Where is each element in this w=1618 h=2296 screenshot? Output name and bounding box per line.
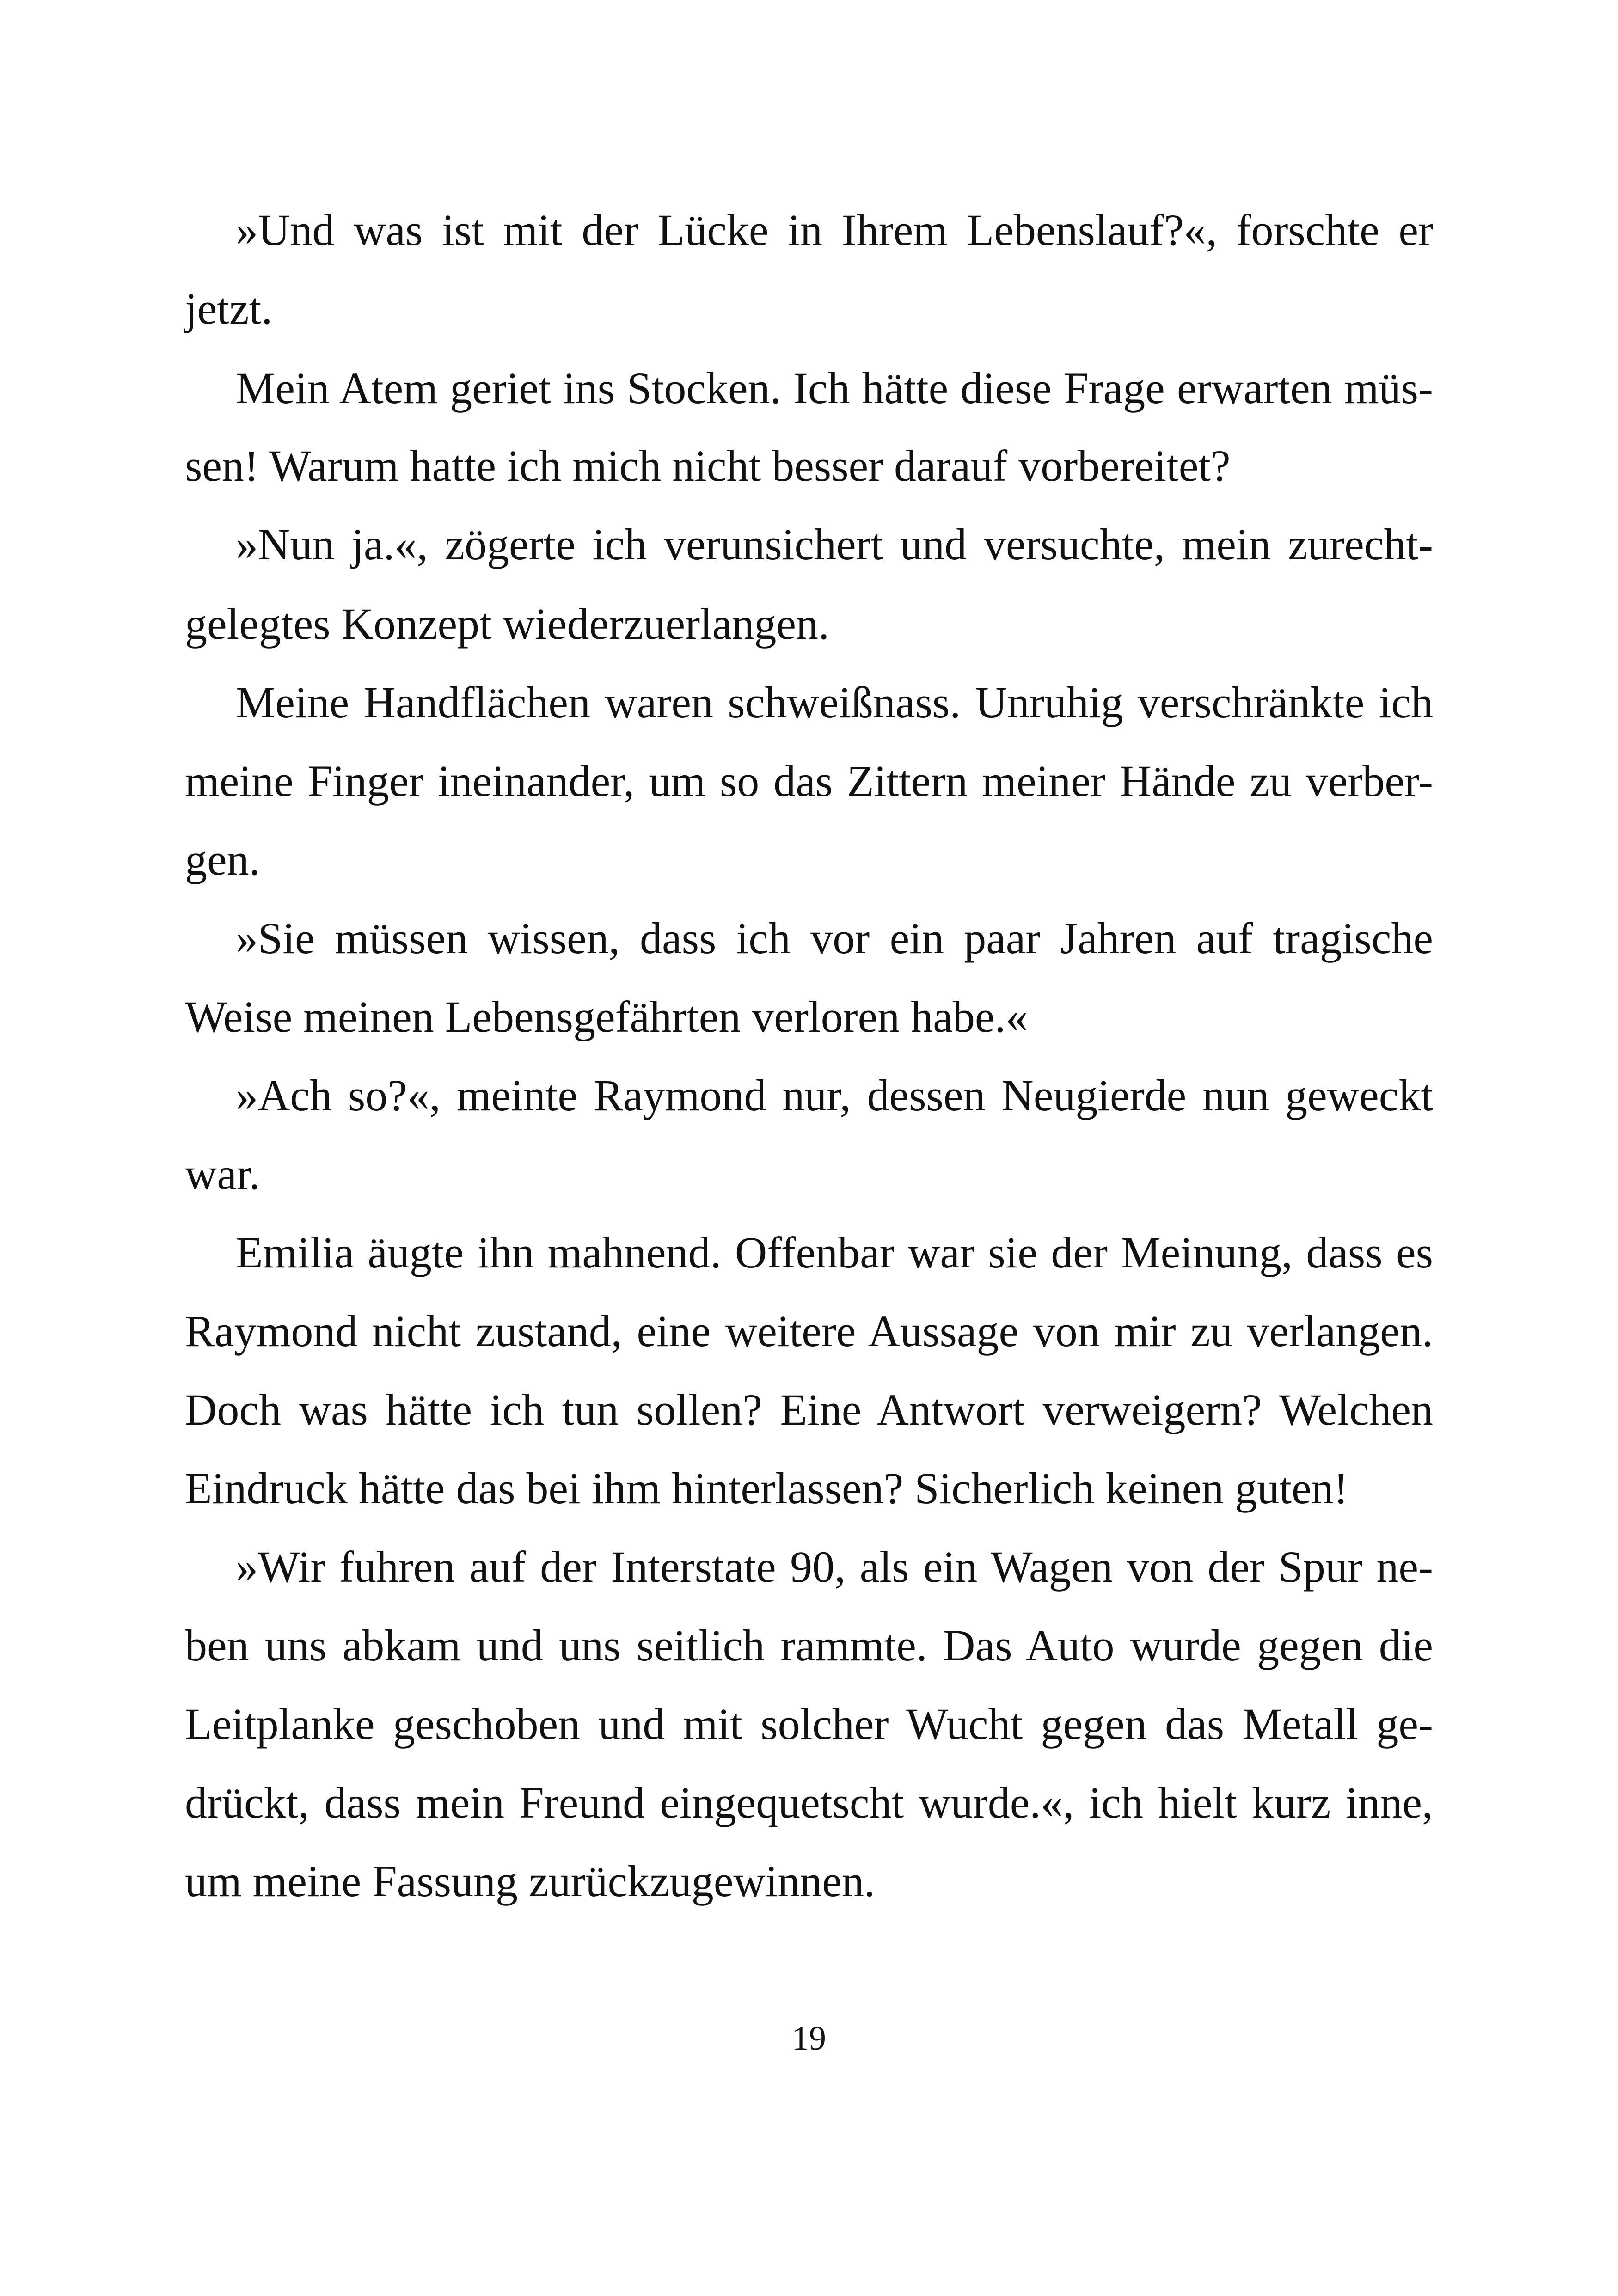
- text-line: gelegtes Konzept wiederzuerlangen.: [185, 599, 830, 649]
- text-line: jetzt.: [185, 284, 273, 333]
- text-line: Eindruck hätte das bei ihm hinterlassen? Sicherlich keinen guten!: [185, 1463, 1348, 1513]
- text-line: Mein Atem geriet ins Stocken. Ich hätte diese Frage erwarten müs-: [236, 363, 1433, 413]
- text-line: ben uns abkam und uns seitlich rammte. Das Auto wurde gegen die: [185, 1621, 1433, 1670]
- text-line: »Und was ist mit der Lücke in Ihrem Lebenslauf?«, forschte er: [236, 205, 1433, 255]
- text-line: »Ach so?«, meinte Raymond nur, dessen Neugierde nun geweckt: [236, 1071, 1433, 1120]
- text-line: Weise meinen Lebensgefährten verloren habe.«: [185, 992, 1028, 1041]
- text-line: »Nun ja.«, zögerte ich verunsichert und versuchte, mein zurecht-: [236, 520, 1433, 569]
- text-line: sen! Warum hatte ich mich nicht besser darauf vorbereitet?: [185, 441, 1231, 490]
- text-line: Raymond nicht zustand, eine weitere Aussage von mir zu verlangen.: [185, 1306, 1433, 1356]
- text-line: »Wir fuhren auf der Interstate 90, als ein Wagen von der Spur ne-: [236, 1542, 1433, 1592]
- text-line: Doch was hätte ich tun sollen? Eine Antwort verweigern? Welchen: [185, 1385, 1433, 1434]
- text-line: war.: [185, 1149, 260, 1199]
- text-line: Leitplanke geschoben und mit solcher Wucht gegen das Metall ge-: [185, 1699, 1433, 1749]
- text-line: drückt, dass mein Freund eingequetscht wurde.«, ich hielt kurz inne,: [185, 1778, 1433, 1827]
- text-line: »Sie müssen wissen, dass ich vor ein paar Jahren auf tragische: [236, 913, 1433, 963]
- text-line: um meine Fassung zurückzugewinnen.: [185, 1856, 875, 1906]
- text-line: Emilia äugte ihn mahnend. Offenbar war sie der Meinung, dass es: [236, 1228, 1433, 1277]
- page-number: 19: [792, 2020, 826, 2057]
- text-line: gen.: [185, 835, 260, 884]
- text-line: Meine Handflächen waren schweißnass. Unruhig verschränkte ich: [236, 678, 1433, 727]
- text-line: meine Finger ineinander, um so das Zittern meiner Hände zu verber-: [185, 756, 1433, 806]
